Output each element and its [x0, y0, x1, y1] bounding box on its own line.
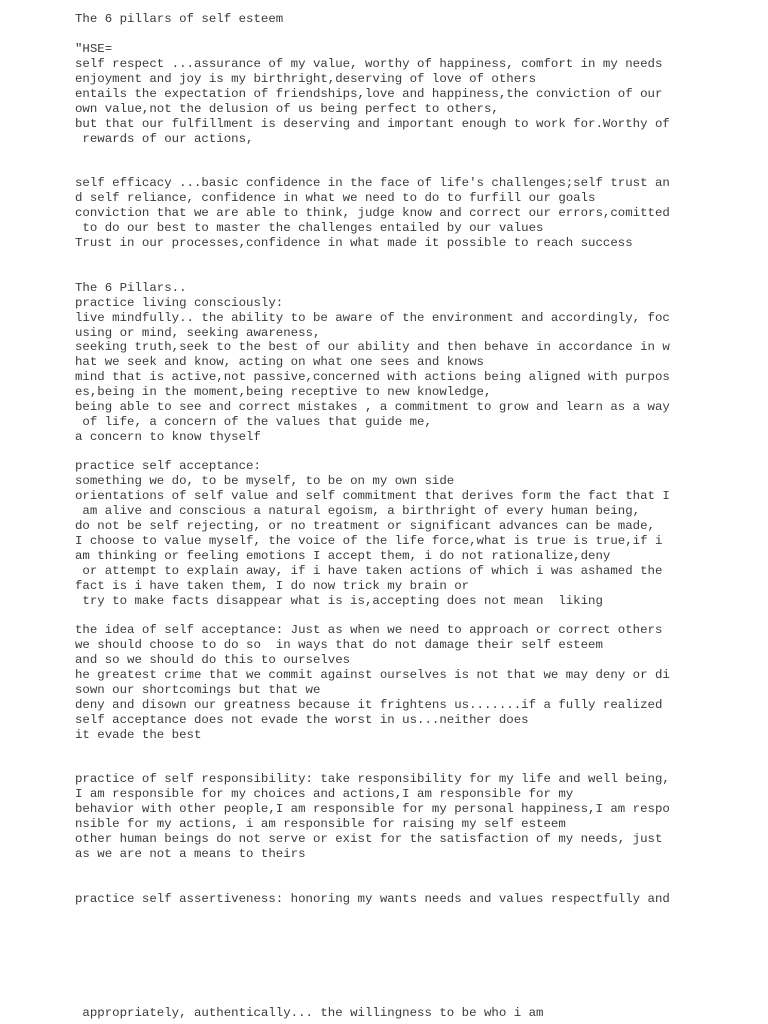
text-line: sown our shortcomings but that we: [75, 683, 321, 697]
text-line: self acceptance does not evade the worst in us...neither does: [75, 713, 529, 727]
text-line: something we do, to be myself, to be on my own side: [75, 474, 455, 488]
text-line: or attempt to explain away, if i have taken actions of which i was ashamed the: [75, 564, 663, 578]
text-line: I am responsible for my choices and actions,I am responsible for my: [75, 787, 574, 801]
text-line: appropriately, authentically... the willingness to be who i am: [75, 1006, 544, 1020]
text-line: orientations of self value and self commitment that derives form the fact that I: [75, 489, 670, 503]
text-line: entails the expectation of friendships,love and happiness,the conviction of our: [75, 87, 663, 101]
text-line: I choose to value myself, the voice of the life force,what is true is true,if i: [75, 534, 663, 548]
text-line: d self reliance, confidence in what we need to do to furfill our goals: [75, 191, 596, 205]
text-line: practice of self responsibility: take responsibility for my life and well being,: [75, 772, 670, 786]
text-line: live mindfully.. the ability to be aware of the environment and accordingly, foc: [75, 311, 670, 325]
text-line: the idea of self acceptance: Just as when we need to approach or correct others: [75, 623, 663, 637]
text-line: enjoyment and joy is my birthright,deserving of love of others: [75, 72, 537, 86]
text-line: nsible for my actions, i am responsible for raising my self esteem: [75, 817, 566, 831]
text-line: practice self assertiveness: honoring my wants needs and values respectfully and: [75, 892, 670, 906]
text-line: hat we seek and know, acting on what one sees and knows: [75, 355, 484, 369]
text-line: it evade the best: [75, 728, 202, 742]
section-heading: practice self acceptance:: [75, 459, 261, 473]
text-line: as we are not a means to theirs: [75, 847, 306, 861]
text-line: we should choose to do so in ways that do not damage their self esteem: [75, 638, 603, 652]
text-line: es,being in the moment,being receptive to new knowledge,: [75, 385, 492, 399]
text-line: of life, a concern of the values that guide me,: [75, 415, 432, 429]
text-line: but that our fulfillment is deserving and important enough to work for.Worthy of: [75, 117, 670, 131]
text-line: am thinking or feeling emotions I accept them, i do not rationalize,deny: [75, 549, 611, 563]
text-line: being able to see and correct mistakes , a commitment to grow and learn as a way: [75, 400, 670, 414]
text-line: deny and disown our greatness because it frightens us.......if a fully realized: [75, 698, 663, 712]
text-line: other human beings do not serve or exist for the satisfaction of my needs, just: [75, 832, 663, 846]
text-line: he greatest crime that we commit against ourselves is not that we may deny or di: [75, 668, 670, 682]
text-line: self respect ...assurance of my value, worthy of happiness, comfort in my needs: [75, 57, 663, 71]
text-line: rewards of our actions,: [75, 132, 254, 146]
text-line: mind that is active,not passive,concerned with actions being aligned with purpos: [75, 370, 670, 384]
text-line: fact is i have taken them, I do now trick my brain or: [75, 579, 470, 593]
text-line: "HSE=: [75, 42, 113, 56]
text-line: and so we should do this to ourselves: [75, 653, 351, 667]
text-line: am alive and conscious a natural egoism, a birthright of every human being,: [75, 504, 641, 518]
text-line: using or mind, seeking awareness,: [75, 326, 321, 340]
text-line: try to make facts disappear what is is,accepting does not mean liking: [75, 594, 603, 608]
section-heading: practice living consciously:: [75, 296, 284, 310]
text-line: to do our best to master the challenges entailed by our values: [75, 221, 544, 235]
document-title: The 6 pillars of self esteem: [75, 12, 284, 26]
section-heading: The 6 Pillars..: [75, 281, 187, 295]
text-line: seeking truth,seek to the best of our ability and then behave in accordance in w: [75, 340, 670, 354]
text-line: conviction that we are able to think, judge know and correct our errors,comitted: [75, 206, 670, 220]
text-line: do not be self rejecting, or no treatment or significant advances can be made,: [75, 519, 655, 533]
text-line: Trust in our processes,confidence in what made it possible to reach success: [75, 236, 633, 250]
text-line: self efficacy ...basic confidence in the face of life's challenges;self trust an: [75, 176, 670, 190]
text-line: behavior with other people,I am responsible for my personal happiness,I am respo: [75, 802, 670, 816]
text-line: own value,not the delusion of us being perfect to others,: [75, 102, 499, 116]
text-line: a concern to know thyself: [75, 430, 261, 444]
